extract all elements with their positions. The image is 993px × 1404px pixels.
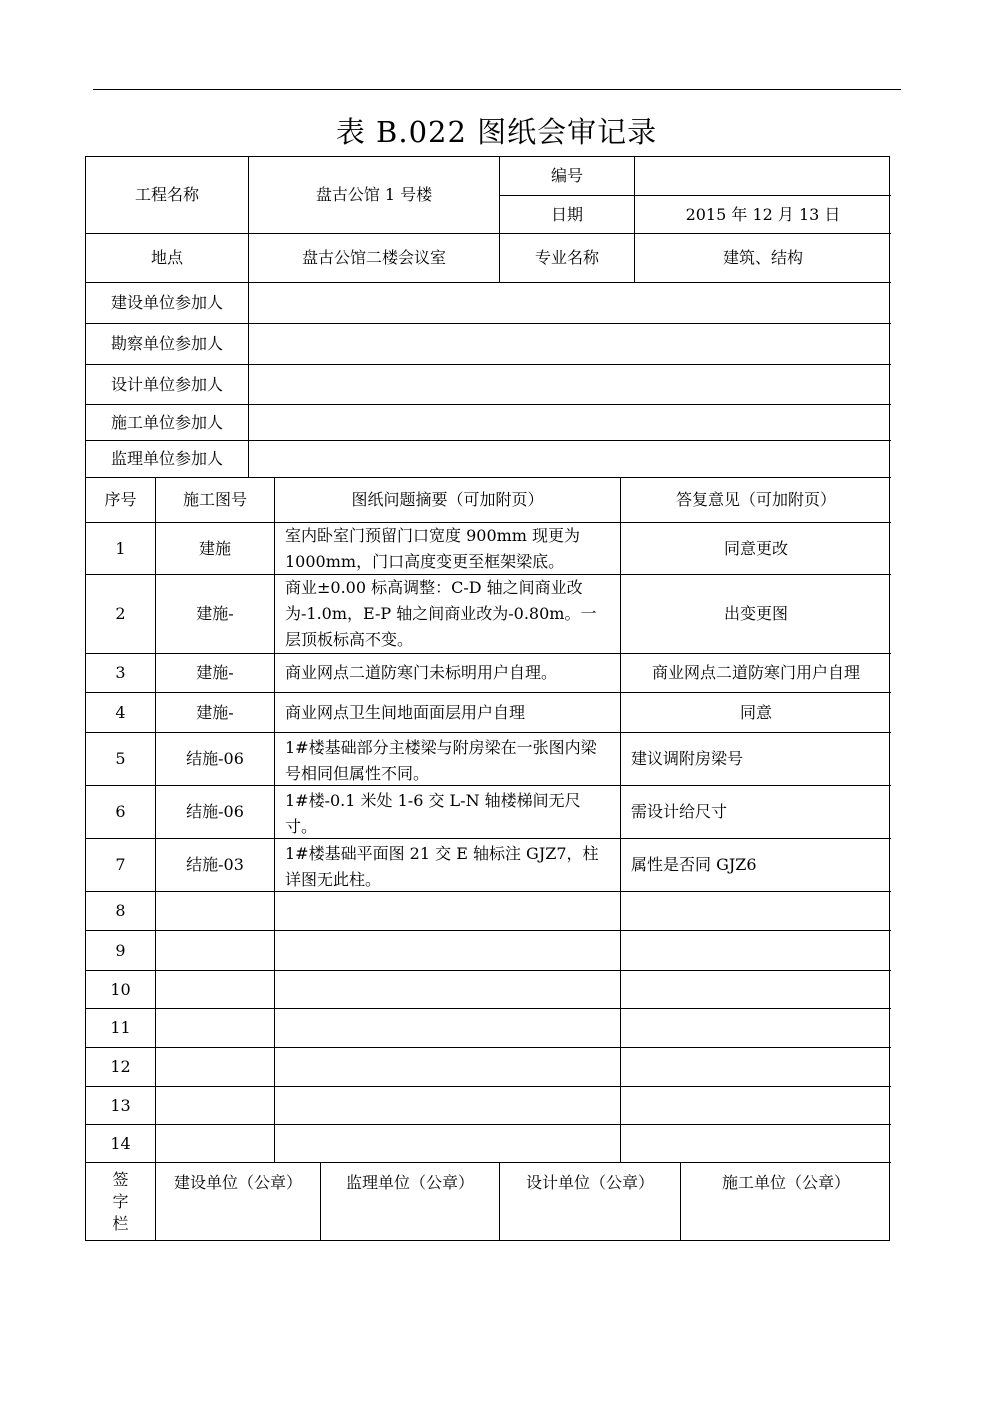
- review-record-form: [85, 156, 890, 1241]
- date-value[interactable]: 2015 年 12 月 13 日: [685, 204, 841, 224]
- row-drawing-no[interactable]: [156, 931, 274, 970]
- discipline-label: 专业名称: [534, 248, 599, 267]
- row-seq: 13: [110, 1095, 131, 1115]
- row-issue[interactable]: 商业网点卫生间地面面层用户自理: [285, 702, 526, 722]
- row-seq: 12: [110, 1057, 131, 1076]
- row-seq: 14: [110, 1133, 131, 1153]
- signature-label-char: 字: [112, 1191, 129, 1211]
- participant-label: 施工单位参加人: [110, 412, 223, 432]
- row-issue[interactable]: 1#楼-0.1 米处 1-6 交 L-N 轴楼梯间无尺寸。: [285, 791, 581, 836]
- location-value[interactable]: 盘古公馆二楼会议室: [301, 248, 446, 267]
- row-drawing-no[interactable]: 建施: [198, 538, 231, 558]
- signature-owner-seal[interactable]: 建设单位（公章）: [173, 1173, 302, 1192]
- row-seq: 8: [115, 901, 126, 920]
- number-label: 编号: [550, 166, 583, 185]
- signature-contractor-seal[interactable]: 施工单位（公章）: [721, 1173, 850, 1192]
- row-drawing-no[interactable]: 结施-06: [186, 749, 244, 768]
- row-reply[interactable]: [621, 1009, 891, 1047]
- signature-label-char: 栏: [112, 1213, 129, 1233]
- row-reply[interactable]: 属性是否同 GJZ6: [631, 855, 757, 874]
- row-seq: 1: [115, 538, 126, 558]
- row-issue[interactable]: 1#楼基础部分主楼梁与附房梁在一张图内梁号相同但属性不同。: [285, 738, 597, 783]
- row-reply[interactable]: 建议调附房梁号: [631, 749, 744, 768]
- number-value[interactable]: [635, 157, 891, 195]
- participant-label: 监理单位参加人: [110, 449, 223, 468]
- row-reply[interactable]: [621, 1087, 891, 1124]
- row-drawing-no[interactable]: [156, 1125, 274, 1162]
- participant-label: 建设单位参加人: [110, 293, 223, 312]
- row-reply[interactable]: [621, 931, 891, 970]
- row-drawing-no[interactable]: [156, 971, 274, 1008]
- participant-value[interactable]: [249, 405, 891, 440]
- row-issue[interactable]: 1#楼基础平面图 21 交 E 轴标注 GJZ7，柱详图无此柱。: [285, 844, 599, 889]
- row-drawing-no[interactable]: [156, 1087, 274, 1124]
- row-drawing-no[interactable]: 建施-: [196, 604, 234, 623]
- page-title: 表 B.022 图纸会审记录: [335, 115, 658, 149]
- row-seq: 4: [115, 702, 126, 722]
- row-reply[interactable]: [621, 1048, 891, 1086]
- row-issue[interactable]: 商业±0.00 标高调整：C-D 轴之间商业改为-1.0m，E-P 轴之间商业改为-0.80m。一层顶板标高不变。: [285, 578, 597, 649]
- row-seq: 9: [115, 940, 126, 960]
- row-drawing-no[interactable]: [156, 892, 274, 930]
- row-issue[interactable]: [275, 892, 620, 930]
- participant-label: 设计单位参加人: [110, 374, 223, 394]
- header-rule: [93, 89, 901, 90]
- row-issue[interactable]: [275, 931, 620, 970]
- row-issue[interactable]: [275, 1125, 620, 1162]
- signature-label: [86, 1163, 155, 1240]
- row-issue[interactable]: 商业网点二道防寒门未标明用户自理。: [285, 663, 558, 682]
- row-seq: 3: [115, 663, 126, 682]
- col-header-reply: 答复意见（可加附页）: [675, 490, 836, 509]
- participant-value[interactable]: [249, 365, 891, 404]
- row-reply[interactable]: [621, 971, 891, 1008]
- row-seq: 10: [110, 979, 131, 999]
- row-drawing-no[interactable]: [156, 1048, 274, 1086]
- row-issue[interactable]: 室内卧室门预留门口宽度 900mm 现更为 1000mm，门口高度变更至框架梁底。: [285, 525, 581, 571]
- col-header-drawing-no: 施工图号: [182, 490, 247, 509]
- row-seq: 2: [115, 604, 126, 623]
- signature-designer-seal[interactable]: 设计单位（公章）: [525, 1173, 654, 1192]
- row-reply[interactable]: 同意: [739, 702, 772, 722]
- row-issue[interactable]: [275, 971, 620, 1008]
- signature-supervisor-seal[interactable]: 监理单位（公章）: [345, 1173, 474, 1192]
- row-drawing-no[interactable]: 结施-03: [186, 855, 244, 874]
- col-header-seq: 序号: [104, 490, 137, 509]
- row-reply[interactable]: 商业网点二道防寒门用户自理: [651, 663, 860, 682]
- row-issue[interactable]: [275, 1009, 620, 1047]
- row-seq: 5: [115, 749, 126, 768]
- discipline-value[interactable]: 建筑、结构: [722, 248, 803, 267]
- col-header-issue: 图纸问题摘要（可加附页）: [351, 490, 544, 509]
- location-label: 地点: [150, 248, 183, 267]
- project-name-label: 工程名称: [134, 185, 199, 204]
- row-reply[interactable]: 需设计给尺寸: [631, 802, 728, 821]
- row-drawing-no[interactable]: 建施-: [196, 663, 234, 682]
- signature-label-char: 签: [112, 1169, 129, 1189]
- row-reply[interactable]: [621, 1125, 891, 1162]
- row-reply[interactable]: 同意更改: [723, 538, 788, 558]
- row-seq: 11: [110, 1018, 131, 1037]
- date-label: 日期: [550, 204, 583, 224]
- participant-value[interactable]: [249, 441, 891, 477]
- row-reply[interactable]: 出变更图: [723, 604, 788, 623]
- row-drawing-no[interactable]: 建施-: [196, 702, 234, 722]
- project-name-value[interactable]: 盘古公馆 1 号楼: [315, 185, 433, 204]
- row-reply[interactable]: [621, 892, 891, 930]
- row-seq: 6: [115, 802, 126, 821]
- row-drawing-no[interactable]: 结施-06: [186, 802, 244, 821]
- participant-value[interactable]: [249, 324, 891, 364]
- row-issue[interactable]: [275, 1048, 620, 1086]
- participant-label: 勘察单位参加人: [110, 334, 223, 353]
- row-seq: 7: [115, 855, 126, 874]
- row-drawing-no[interactable]: [156, 1009, 274, 1047]
- participant-value[interactable]: [249, 283, 891, 323]
- row-issue[interactable]: [275, 1087, 620, 1124]
